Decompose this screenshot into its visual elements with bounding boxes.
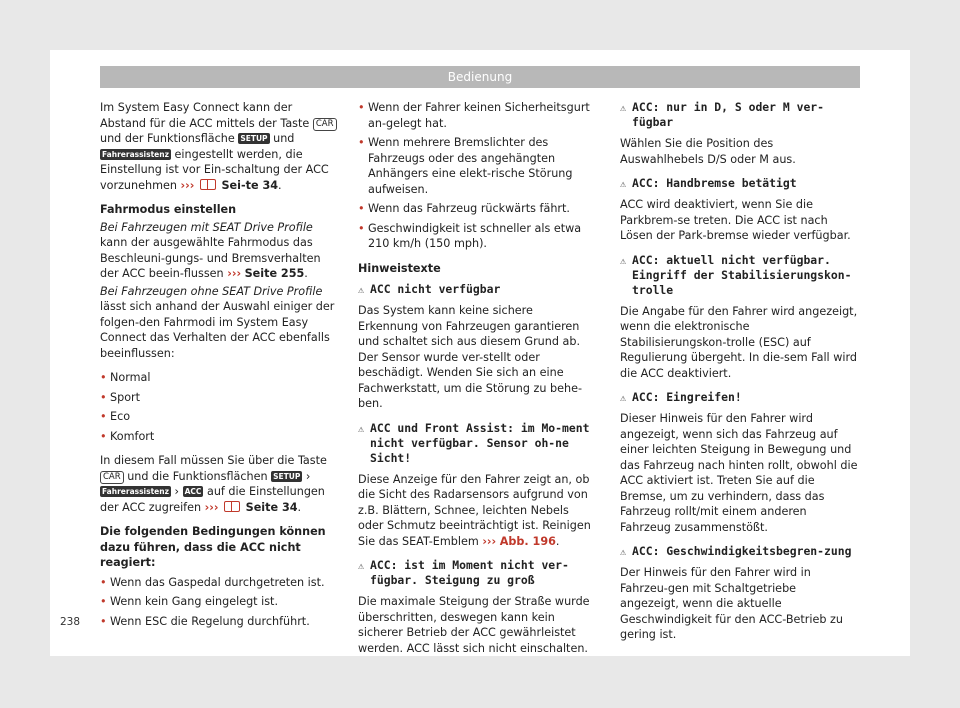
book-icon <box>224 501 240 512</box>
message-text: Die Angabe für den Fahrer wird angezeigt, wenn die elektronische Stabilisierungskon-trolle (ESC) auf Regulierung übergeht. In die-sem Fall wird die ACC deaktiviert. <box>620 304 858 380</box>
list-item: • Komfort <box>100 429 338 445</box>
message-text: Die maximale Steigung der Straße wurde überschritten, deswegen kann kein sicherer Betrieb der ACC gewährleistet werden. ACC lässt sich nicht einschalten. <box>358 595 590 655</box>
list-item: • Wenn der Fahrer keinen Sicherheitsgurt an-gelegt hat. <box>358 100 596 131</box>
column-2 <box>358 100 596 665</box>
list-item: • Sport <box>100 390 338 406</box>
acc-button-icon: ACC <box>184 487 202 496</box>
warning-icon: ⚠ <box>358 423 365 435</box>
warning-icon: ⚠ <box>620 393 627 404</box>
car-key-icon: CAR <box>100 471 124 484</box>
warning-icon: ⚠ <box>620 103 627 114</box>
setup-button-icon: SETUP <box>240 134 268 143</box>
list-item: • Wenn ESC die Regelung durchführt. <box>100 614 338 630</box>
list-item: • Eco <box>100 409 338 425</box>
list-item: • Wenn mehrere Bremslichter des Fahrzeugs oder des angehängten Anhängers eine elekt-rische Störung aufweisen. <box>358 135 596 197</box>
page-number: 238 <box>60 616 81 628</box>
warning-icon: ⚠ <box>358 561 365 572</box>
book-icon <box>200 179 216 190</box>
message-title: ⚠ ACC: nur in D, S oder M ver-fügbar <box>620 100 825 129</box>
column-1 <box>100 100 338 633</box>
figure-reference[interactable]: Abb. 196 <box>499 534 556 548</box>
warning-icon: ⚠ <box>620 179 627 190</box>
message-text: Der Hinweis für den Fahrer wird in Fahrzeu-gen mit Schaltgetriebe angezeigt, wenn die aktuelle Geschwindigkeit für den ACC-Betrieb zu gering ist. <box>620 566 843 641</box>
list-item: • Wenn das Fahrzeug rückwärts fährt. <box>358 201 596 217</box>
message-text: Dieser Hinweis für den Fahrer wird angezeigt, wenn sich das Fahrzeug auf einer leichten Steigung in Bewegung und das Fahrzeug nach hinten rollt, obwohl die ACC aktiviert ist. Treten Sie auf die Bremse, um zu verhindern, dass das Fahrzeug rollt/mit einem anderen Fahrzeug zusammenstößt. <box>620 412 858 534</box>
list-item: • Geschwindigkeit ist schneller als etwa 210 km/h (150 mph). <box>358 221 596 252</box>
fahrerassistenz-button-icon: Fahrerassistenz <box>102 487 169 496</box>
page-reference[interactable]: Sei-te 34 <box>221 178 279 192</box>
list-item: • Normal <box>100 370 338 386</box>
warning-icon: ⚠ <box>358 285 365 296</box>
message-title: ⚠ ACC: Geschwindigkeitsbegren-zung <box>620 544 852 558</box>
column-3 <box>620 100 858 652</box>
setup-button-icon: SETUP <box>273 471 301 481</box>
message-text: ACC wird deaktiviert, wenn Sie die Parkbrem-se treten. Die ACC ist nach Lösen der Park-bremse wieder verfügbar. <box>620 198 851 242</box>
message-text: Das System kann keine sichere Erkennung von Fahrzeugen garantieren und schaltet sich aus diesem Grund ab. Der Sensor wurde ver-stellt oder beschädigt. Wenden Sie sich an eine Fachwerkstatt, um die Störung zu behe-ben. <box>358 304 583 410</box>
message-title: ⚠ ACC: Eingreifen! <box>620 390 742 404</box>
list-item: • Wenn das Gaspedal durchgetreten ist. <box>100 575 338 591</box>
message-text: Wählen Sie die Position des Auswahlhebels D/S oder M aus. <box>620 137 796 166</box>
warning-icon: ⚠ <box>620 255 627 267</box>
message-title: ⚠ ACC: Handbremse betätigt <box>620 176 797 190</box>
list-item: • Wenn kein Gang eingelegt ist. <box>100 594 338 610</box>
message-title: ⚠ ACC: ist im Moment nicht ver-fügbar. Steigung zu groß <box>358 558 569 587</box>
message-title: ⚠ ACC: aktuell nicht verfügbar. Eingriff der Stabilisierungskon-trolle <box>620 252 852 297</box>
message-title: ⚠ ACC und Front Assist: im Mo-ment nicht verfügbar. Sensor oh-ne Sicht! <box>358 420 590 465</box>
message-text: Diese Anzeige für den Fahrer zeigt an, ob die Sicht des Radarsensors aufgrund von z.B. Blättern, Schnee, leichten Nebels oder Schmutz beeinträchtigt ist. Reinigen Sie das SEAT-Emblem ››› Abb. 196. <box>358 472 591 548</box>
heading-fahrmodus: Fahrmodus einstellen <box>100 203 237 216</box>
heading-hinweistexte: Hinweistexte <box>358 261 441 275</box>
paragraph-drive-profile: Bei Fahrzeugen mit SEAT Drive Profile kann der ausgewählte Fahrmodus das Beschleuni-gungs- und Bremsverhalten der ACC beein-flussen ››› Seite 255. <box>100 220 321 280</box>
paragraph-distance: Im System Easy Connect kann der Abstand für die ACC mittels der Taste CAR und der Funktionsfläche SETUP und Fahrerassistenz eingestellt werden, die Einstellung ist vor Ein-schaltung der ACC vorzunehmen ››› Sei-te 34. <box>100 100 338 193</box>
paragraph-no-drive-profile: Bei Fahrzeugen ohne SEAT Drive Profile lässt sich anhand der Auswahl einiger der folgen-den Fahrmodi im System Easy Connect das Verhalten der ACC ebenfalls beeinflussen: <box>100 284 335 360</box>
message-title: ⚠ ACC nicht verfügbar <box>358 282 501 296</box>
heading-bedingungen: Die folgenden Bedingungen können dazu führen, dass die ACC nicht reagiert: <box>100 525 326 569</box>
car-key-icon: CAR <box>313 118 337 131</box>
paragraph-access: In diesem Fall müssen Sie über die Taste CAR und die Funktionsflächen SETUP › Fahrerassistenz › ACC auf die Einstellungen der ACC zugreifen ››› Seite 34. <box>100 454 327 514</box>
page-reference[interactable]: Seite 34 <box>245 500 298 514</box>
fahrerassistenz-button-icon: Fahrerassistenz <box>102 149 169 159</box>
page-reference[interactable]: Seite 255 <box>244 267 305 280</box>
section-header: Bedienung <box>100 66 860 88</box>
warning-icon: ⚠ <box>620 547 627 558</box>
